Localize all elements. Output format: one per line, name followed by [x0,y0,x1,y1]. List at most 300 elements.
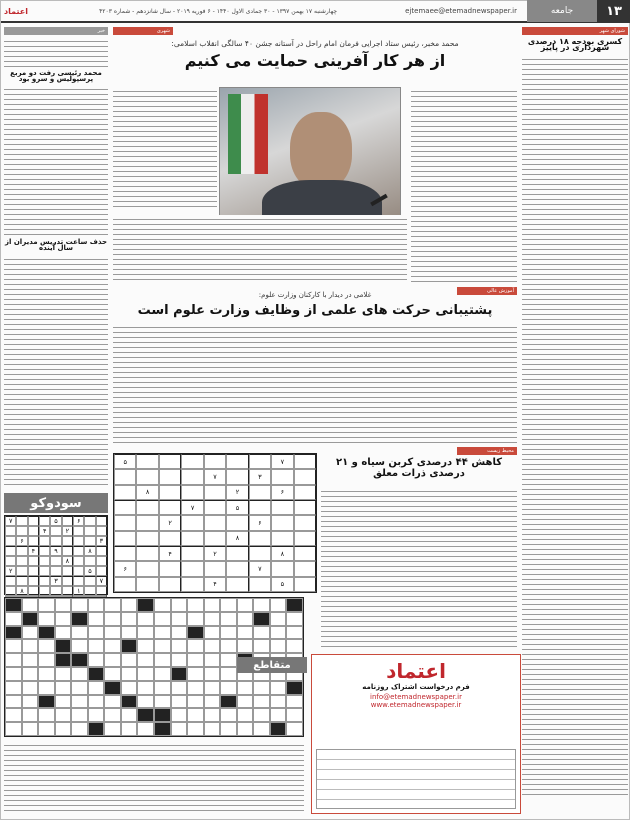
crossword-cell[interactable] [5,653,22,667]
sudoku-cell[interactable]: ۸ [226,531,248,546]
sudoku-cell[interactable] [294,515,316,530]
crossword-cell[interactable] [204,708,221,722]
sudoku-cell[interactable] [271,531,293,546]
sudoku-cell[interactable] [249,485,271,500]
sudoku-cell[interactable] [16,516,27,526]
sudoku-cell[interactable] [114,500,136,515]
sudoku-cell[interactable] [159,531,181,546]
crossword-cell[interactable] [171,653,188,667]
crossword-cell[interactable] [286,598,303,612]
crossword-cell[interactable] [5,681,22,695]
sudoku-cell[interactable]: ۵ [271,577,293,592]
sudoku-cell[interactable] [114,546,136,561]
sudoku-cell[interactable] [50,536,61,546]
crossword-cell[interactable] [171,667,188,681]
sudoku-cell[interactable]: ۴ [159,546,181,561]
crossword-cell[interactable] [88,708,105,722]
sudoku-cell[interactable] [226,469,248,484]
sudoku-cell[interactable] [226,515,248,530]
sudoku-cell[interactable] [84,536,95,546]
crossword-cell[interactable] [55,612,72,626]
crossword-cell[interactable] [137,667,154,681]
sudoku-cell[interactable]: ۶ [271,485,293,500]
crossword-cell[interactable] [187,612,204,626]
crossword-cell[interactable] [270,722,287,736]
crossword-cell[interactable] [88,681,105,695]
crossword-cell[interactable] [88,722,105,736]
sudoku-cell[interactable] [249,454,271,469]
crossword-cell[interactable] [5,598,22,612]
sudoku-cell[interactable] [5,546,16,556]
sudoku-cell[interactable]: ۲ [5,566,16,576]
sudoku-cell[interactable]: ۳ [249,469,271,484]
crossword-cell[interactable] [5,722,22,736]
crossword-cell[interactable] [55,708,72,722]
crossword-cell[interactable] [88,612,105,626]
sudoku-cell[interactable] [136,454,158,469]
crossword-cell[interactable] [71,722,88,736]
sudoku-cell[interactable]: ۶ [73,516,84,526]
crossword-cell[interactable] [71,695,88,709]
crossword-cell[interactable] [154,626,171,640]
sudoku-cell[interactable] [96,526,107,536]
crossword-cell[interactable] [171,612,188,626]
sudoku-cell[interactable] [28,566,39,576]
sudoku-cell[interactable]: ۶ [114,561,136,576]
sudoku-cell[interactable] [136,531,158,546]
crossword-cell[interactable] [204,667,221,681]
crossword-cell[interactable] [55,695,72,709]
crossword-cell[interactable] [204,612,221,626]
sudoku-cell[interactable] [204,485,226,500]
sudoku-cell[interactable]: ۵ [114,454,136,469]
sudoku-cell[interactable] [181,469,203,484]
sudoku-cell[interactable]: ۷ [204,469,226,484]
sudoku-cell[interactable] [16,546,27,556]
sudoku-cell[interactable] [62,566,73,576]
crossword-cell[interactable] [187,639,204,653]
crossword-cell[interactable] [187,626,204,640]
crossword-cell[interactable] [88,653,105,667]
crossword-cell[interactable] [137,722,154,736]
crossword-cell[interactable] [137,639,154,653]
sudoku-cell[interactable]: ۶ [16,536,27,546]
crossword-cell[interactable] [104,653,121,667]
crossword-cell[interactable] [154,681,171,695]
crossword-cell[interactable] [71,626,88,640]
crossword-cell[interactable] [71,612,88,626]
crossword-cell[interactable] [171,695,188,709]
sudoku-cell[interactable] [114,515,136,530]
crossword-cell[interactable] [22,653,39,667]
crossword-cell[interactable] [220,695,237,709]
sudoku-cell[interactable] [39,586,50,596]
sudoku-cell[interactable]: ۷ [181,500,203,515]
sudoku-cell[interactable]: ۸ [16,586,27,596]
crossword-cell[interactable] [270,695,287,709]
sudoku-cell[interactable] [226,561,248,576]
sudoku-cell[interactable] [28,536,39,546]
crossword-cell[interactable] [286,639,303,653]
sudoku-cell[interactable] [249,546,271,561]
ad-email[interactable]: info@etemadnewspaper.ir [370,693,462,701]
sudoku-cell[interactable] [181,485,203,500]
crossword-cell[interactable] [253,626,270,640]
sudoku-cell[interactable] [5,526,16,536]
crossword-cell[interactable] [154,598,171,612]
crossword-cell[interactable] [22,708,39,722]
sudoku-cell[interactable] [271,469,293,484]
crossword-cell[interactable] [237,612,254,626]
crossword-cell[interactable] [71,681,88,695]
crossword-cell[interactable] [154,639,171,653]
crossword-cell[interactable] [121,653,138,667]
sudoku-cell[interactable] [62,576,73,586]
sudoku-cell[interactable] [294,500,316,515]
crossword-cell[interactable] [137,708,154,722]
crossword-cell[interactable] [286,708,303,722]
crossword-cell[interactable] [154,612,171,626]
crossword-cell[interactable] [286,695,303,709]
sudoku-cell[interactable]: ۴ [204,577,226,592]
crossword-cell[interactable] [253,695,270,709]
crossword-cell[interactable] [121,626,138,640]
crossword-cell[interactable] [5,639,22,653]
crossword-cell[interactable] [38,612,55,626]
sudoku-cell[interactable] [159,561,181,576]
crossword-cell[interactable] [71,598,88,612]
sudoku-cell[interactable]: ۵ [226,500,248,515]
crossword-cell[interactable] [5,612,22,626]
crossword-cell[interactable] [237,639,254,653]
sudoku-cell[interactable] [62,516,73,526]
sudoku-cell[interactable] [73,526,84,536]
crossword-cell[interactable] [220,612,237,626]
sudoku-cell[interactable] [136,500,158,515]
sudoku-cell[interactable] [294,561,316,576]
crossword-cell[interactable] [187,667,204,681]
sudoku-cell[interactable] [28,526,39,536]
sudoku-cell[interactable]: ۳ [50,576,61,586]
sudoku-cell[interactable] [271,515,293,530]
crossword-cell[interactable] [55,639,72,653]
crossword-cell[interactable] [187,708,204,722]
sudoku-cell[interactable] [16,576,27,586]
crossword-cell[interactable] [220,722,237,736]
crossword-cell[interactable] [237,722,254,736]
crossword-cell[interactable] [171,681,188,695]
sudoku-cell[interactable]: ۷ [96,576,107,586]
sudoku-cell[interactable] [271,500,293,515]
crossword-cell[interactable] [5,626,22,640]
crossword-cell[interactable] [204,722,221,736]
crossword-cell[interactable] [55,626,72,640]
crossword-cell[interactable] [220,598,237,612]
sudoku-cell[interactable]: ۱ [73,586,84,596]
crossword-cell[interactable] [121,667,138,681]
crossword-cell[interactable] [137,681,154,695]
sudoku-cell[interactable] [136,469,158,484]
sudoku-cell[interactable] [181,515,203,530]
crossword-cell[interactable] [270,639,287,653]
crossword-cell[interactable] [22,639,39,653]
crossword-cell[interactable] [88,695,105,709]
crossword-cell[interactable] [270,681,287,695]
sudoku-cell[interactable] [96,586,107,596]
sudoku-cell[interactable]: ۴ [39,526,50,536]
crossword-cell[interactable] [5,667,22,681]
sudoku-cell[interactable]: ۲ [62,526,73,536]
sudoku-cell[interactable] [84,526,95,536]
sudoku-cell[interactable] [136,561,158,576]
crossword-cell[interactable] [38,681,55,695]
subscription-form[interactable] [316,749,516,809]
sudoku-cell[interactable] [28,516,39,526]
crossword-cell[interactable] [237,626,254,640]
sudoku-cell[interactable] [73,536,84,546]
sudoku-cell[interactable] [50,556,61,566]
crossword-cell[interactable] [204,639,221,653]
sudoku-cell[interactable]: ۷ [5,516,16,526]
sudoku-cell[interactable] [294,485,316,500]
sudoku-cell[interactable] [204,561,226,576]
crossword-cell[interactable] [204,681,221,695]
crossword-cell[interactable] [154,653,171,667]
sudoku-cell[interactable] [114,531,136,546]
crossword-cell[interactable] [55,653,72,667]
sudoku-cell[interactable] [62,536,73,546]
crossword-cell[interactable] [104,598,121,612]
sudoku-cell[interactable] [136,577,158,592]
sudoku-cell[interactable] [294,469,316,484]
crossword-cell[interactable] [220,708,237,722]
crossword-cell[interactable] [38,653,55,667]
sudoku-cell[interactable] [5,576,16,586]
crossword-cell[interactable] [121,598,138,612]
crossword-cell[interactable] [171,722,188,736]
sudoku-cell[interactable]: ۸ [62,556,73,566]
sudoku-cell[interactable] [50,586,61,596]
crossword-cell[interactable] [286,681,303,695]
crossword-cell[interactable] [204,598,221,612]
sudoku-cell[interactable] [294,546,316,561]
crossword-cell[interactable] [171,639,188,653]
sudoku-cell[interactable] [39,576,50,586]
sudoku-cell[interactable] [114,485,136,500]
crossword-cell[interactable] [22,722,39,736]
sudoku-cell[interactable] [294,577,316,592]
crossword-cell[interactable] [253,708,270,722]
sudoku-cell[interactable] [204,515,226,530]
crossword-cell[interactable] [286,626,303,640]
crossword-cell[interactable] [237,708,254,722]
crossword-cell[interactable] [71,639,88,653]
sudoku-cell[interactable] [39,546,50,556]
crossword-cell[interactable] [171,708,188,722]
crossword-cell[interactable] [187,695,204,709]
sudoku-cell[interactable] [159,454,181,469]
sudoku-cell[interactable]: ۲ [226,485,248,500]
sudoku-cell[interactable] [73,576,84,586]
sudoku-cell[interactable] [181,454,203,469]
sudoku-cell[interactable]: ۷ [271,454,293,469]
sudoku-cell[interactable] [226,577,248,592]
sudoku-cell[interactable] [84,556,95,566]
crossword-cell[interactable] [220,667,237,681]
sudoku-cell[interactable] [294,454,316,469]
sudoku-cell[interactable] [114,469,136,484]
sudoku-cell[interactable] [136,515,158,530]
crossword-cell[interactable] [38,598,55,612]
crossword-cell[interactable] [137,653,154,667]
crossword-cell[interactable] [154,722,171,736]
crossword-cell[interactable] [38,626,55,640]
sudoku-cell[interactable] [96,566,107,576]
crossword-cell[interactable] [88,626,105,640]
sudoku-cell[interactable] [204,454,226,469]
sudoku-cell[interactable] [84,586,95,596]
crossword-cell[interactable] [121,681,138,695]
crossword-cell[interactable] [286,722,303,736]
sudoku-cell[interactable]: ۹ [50,546,61,556]
sudoku-cell[interactable]: ۲ [204,546,226,561]
crossword-cell[interactable] [88,598,105,612]
sudoku-cell[interactable] [204,500,226,515]
sudoku-cell[interactable]: ۷ [249,561,271,576]
sudoku-cell[interactable] [181,546,203,561]
crossword-cell[interactable] [55,598,72,612]
sudoku-cell[interactable] [271,561,293,576]
crossword-cell[interactable] [187,681,204,695]
crossword-cell[interactable] [104,681,121,695]
crossword-cell[interactable] [137,612,154,626]
crossword-cell[interactable] [237,695,254,709]
crossword-cell[interactable] [171,598,188,612]
sudoku-cell[interactable] [181,531,203,546]
sudoku-cell[interactable]: ۴ [28,546,39,556]
sudoku-cell[interactable] [5,556,16,566]
sudoku-cell[interactable] [159,485,181,500]
crossword-cell[interactable] [104,667,121,681]
crossword-cell[interactable] [204,695,221,709]
sudoku-cell[interactable] [39,566,50,576]
crossword-cell[interactable] [71,653,88,667]
sudoku-cell[interactable] [62,586,73,596]
sudoku-cell[interactable] [226,546,248,561]
sudoku-cell[interactable] [96,516,107,526]
crossword-cell[interactable] [121,722,138,736]
sudoku-cell[interactable] [249,531,271,546]
crossword-cell[interactable] [270,598,287,612]
crossword-cell[interactable] [121,708,138,722]
crossword-cell[interactable] [220,626,237,640]
crossword-cell[interactable] [22,681,39,695]
sudoku-cell[interactable] [96,556,107,566]
crossword-cell[interactable] [88,639,105,653]
crossword-cell[interactable] [121,639,138,653]
crossword-cell[interactable] [270,626,287,640]
crossword-cell[interactable] [55,667,72,681]
sudoku-cell[interactable] [62,546,73,556]
crossword-cell[interactable] [253,681,270,695]
sudoku-cell[interactable]: ۳ [96,536,107,546]
sudoku-cell[interactable]: ۲ [159,515,181,530]
crossword-cell[interactable] [71,708,88,722]
crossword-cell[interactable] [104,639,121,653]
sudoku-grid-large[interactable] [113,453,317,593]
crossword-cell[interactable] [187,653,204,667]
crossword-cell[interactable] [38,708,55,722]
crossword-cell[interactable] [253,722,270,736]
sudoku-cell[interactable] [114,577,136,592]
crossword-cell[interactable] [171,626,188,640]
sudoku-cell[interactable] [181,577,203,592]
sudoku-cell[interactable] [84,576,95,586]
crossword-cell[interactable] [104,708,121,722]
sudoku-grid-small[interactable] [4,515,108,595]
crossword-cell[interactable] [187,598,204,612]
crossword-cell[interactable] [88,667,105,681]
sudoku-cell[interactable] [294,531,316,546]
crossword-cell[interactable] [154,695,171,709]
crossword-cell[interactable] [22,695,39,709]
sudoku-cell[interactable] [39,516,50,526]
sudoku-cell[interactable] [84,516,95,526]
sudoku-cell[interactable] [50,526,61,536]
crossword-cell[interactable] [121,612,138,626]
crossword-cell[interactable] [137,695,154,709]
crossword-cell[interactable] [237,598,254,612]
crossword-cell[interactable] [253,598,270,612]
crossword-cell[interactable] [270,612,287,626]
crossword-cell[interactable] [253,612,270,626]
crossword-cell[interactable] [104,722,121,736]
crossword-cell[interactable] [187,722,204,736]
crossword-cell[interactable] [237,681,254,695]
crossword-cell[interactable] [104,612,121,626]
crossword-cell[interactable] [22,667,39,681]
crossword-cell[interactable] [22,612,39,626]
sudoku-cell[interactable]: ۸ [271,546,293,561]
crossword-cell[interactable] [22,598,39,612]
crossword-cell[interactable] [121,695,138,709]
crossword-cell[interactable] [22,626,39,640]
crossword-cell[interactable] [270,708,287,722]
sudoku-cell[interactable] [204,531,226,546]
sudoku-cell[interactable] [73,546,84,556]
crossword-cell[interactable] [204,653,221,667]
sudoku-cell[interactable] [39,536,50,546]
sudoku-cell[interactable] [159,500,181,515]
sudoku-cell[interactable]: ۵ [84,566,95,576]
crossword-cell[interactable] [104,695,121,709]
sudoku-cell[interactable]: ۸ [84,546,95,556]
crossword-cell[interactable] [154,708,171,722]
sudoku-cell[interactable] [226,454,248,469]
crossword-cell[interactable] [137,598,154,612]
sudoku-cell[interactable] [5,536,16,546]
sudoku-cell[interactable] [73,556,84,566]
crossword-cell[interactable] [38,695,55,709]
crossword-cell[interactable] [55,681,72,695]
crossword-cell[interactable] [286,612,303,626]
sudoku-cell[interactable] [96,546,107,556]
crossword-cell[interactable] [220,639,237,653]
sudoku-cell[interactable] [16,556,27,566]
crossword-cell[interactable] [220,653,237,667]
crossword-cell[interactable] [38,667,55,681]
sudoku-cell[interactable] [159,469,181,484]
